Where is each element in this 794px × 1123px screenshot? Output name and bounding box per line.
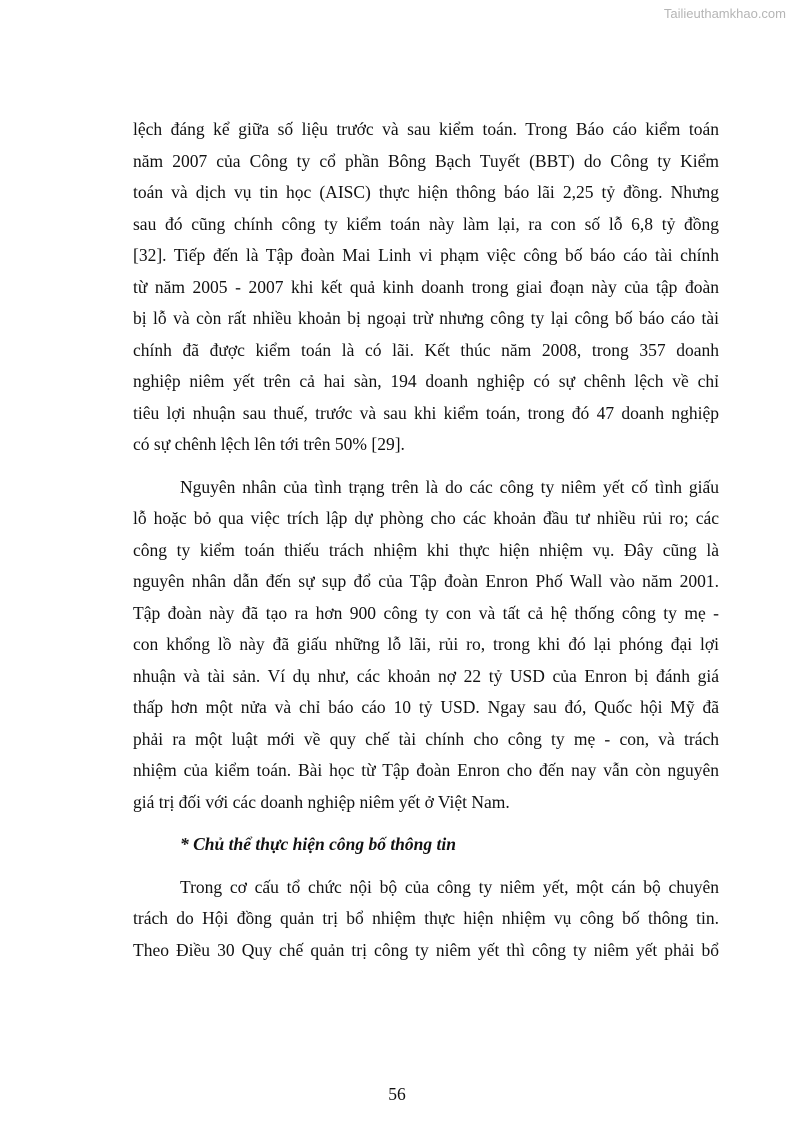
text-line: toán và dịch vụ tin học (AISC) thực hiện thông báo lãi 2,25 tỷ đồng. Nhưng	[133, 182, 719, 202]
text-line: từ năm 2005 - 2007 khi kết quả kinh doanh trong giai đoạn này của tập đoàn	[133, 276, 719, 297]
text-line: thấp hơn một nửa và chỉ báo cáo 10 tỷ USD. Ngay sau đó, Quốc hội Mỹ đã	[133, 697, 719, 717]
text-line: bị lỗ và còn rất nhiều khoản bị ngoại trừ nhưng công ty lại công bố báo cáo tài	[133, 308, 719, 328]
page-number: 56	[388, 1084, 406, 1104]
text-line: sau đó cũng chính công ty kiểm toán này làm lại, ra con số lỗ 6,8 tỷ đồng	[133, 213, 719, 234]
section-heading-block	[133, 829, 719, 861]
text-line: nhiệm của kiểm toán. Bài học từ Tập đoàn Enron cho đến nay vẫn còn nguyên	[133, 760, 719, 780]
text-line: Theo Điều 30 Quy chế quản trị công ty niêm yết thì công ty niêm yết phải bổ	[133, 939, 719, 960]
text-line: năm 2007 của Công ty cổ phần Bông Bạch Tuyết (BBT) do Công ty Kiểm	[133, 150, 719, 171]
text-line: có sự chênh lệch lên tới trên 50% [29].	[133, 434, 405, 454]
text-line: tiêu lợi nhuận sau thuế, trước và sau khi kiểm toán, trong đó 47 doanh nghiệp	[133, 402, 719, 423]
text-line: chính đã được kiểm toán là có lãi. Kết thúc năm 2008, trong 357 doanh	[133, 339, 719, 360]
text-line: trách do Hội đồng quản trị bổ nhiệm thực hiện nhiệm vụ công bố thông tin.	[133, 908, 719, 928]
text-line: nguyên nhân dẫn đến sự sụp đổ của Tập đoàn Enron Phố Wall vào năm 2001.	[133, 571, 719, 591]
text-line: công ty kiểm toán thiếu trách nhiệm khi thực hiện nhiệm vụ. Đây cũng là	[133, 539, 719, 560]
section-heading: * Chủ thể thực hiện công bố thông tin	[180, 834, 456, 854]
text-line: lỗ hoặc bỏ qua việc trích lập dự phòng cho các khoản đầu tư nhiều rủi ro; các	[133, 508, 719, 528]
text-line: [32]. Tiếp đến là Tập đoàn Mai Linh vi phạm việc công bố báo cáo tài chính	[133, 245, 719, 265]
text-line: giá trị đối với các doanh nghiệp niêm yết ở Việt Nam.	[133, 791, 510, 812]
paragraph-2	[133, 472, 719, 819]
text-line: Nguyên nhân của tình trạng trên là do các công ty niêm yết cố tình giấu	[180, 476, 719, 497]
text-line: lệch đáng kể giữa số liệu trước và sau kiểm toán. Trong Báo cáo kiểm toán	[133, 119, 719, 139]
body-text	[133, 114, 719, 966]
paragraph-3	[133, 872, 719, 967]
text-line: Trong cơ cấu tổ chức nội bộ của công ty niêm yết, một cán bộ chuyên	[180, 876, 719, 897]
text-line: nhuận và tài sản. Ví dụ như, các khoản nợ 22 tỷ USD của Enron bị đánh giá	[133, 665, 719, 686]
text-line: Tập đoàn này đã tạo ra hơn 900 công ty con và tất cả hệ thống công ty mẹ -	[133, 602, 719, 623]
text-line: con khổng lồ này đã giấu những lỗ lãi, rủi ro, trong khi đó lại phóng đại lợi	[133, 634, 719, 654]
watermark: Tailieuthamkhao.com	[663, 6, 786, 21]
text-line: nghiệp niêm yết trên cả hai sàn, 194 doanh nghiệp có sự chênh lệch về chỉ	[133, 371, 719, 391]
text-line: phải ra một luật mới về quy chế tài chính cho công ty mẹ - con, và trách	[133, 728, 719, 749]
paragraph-1	[133, 114, 719, 461]
